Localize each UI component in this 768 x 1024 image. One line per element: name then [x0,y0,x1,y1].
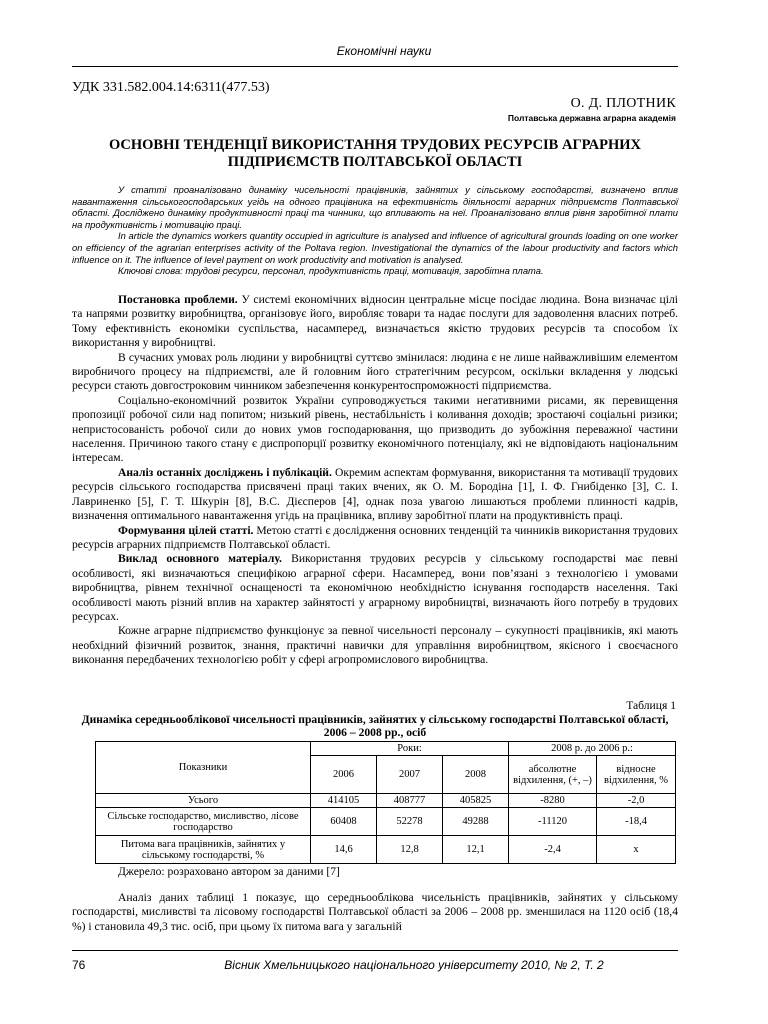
section-heading: Постановка проблеми. [118,293,238,306]
table-cell: 49288 [443,808,509,836]
table-cell: Сільське господарство, мисливство, лісове господарство [96,808,311,836]
section-heading: Виклад основного матеріалу. [118,552,282,566]
table-cell: 52278 [377,808,443,836]
abstract-en: In article the dynamics workers quantity occupied in agriculture is analysed and influence of agricultural grounds loading on one worker on efficiency of the agrarian enterprises activity of the Poltava region. Investigational the dynamics of the labour productivity and factors which influence on it. The influence of level payment on work productivity and motivation is analysed. [72,230,678,265]
table-header-cell: 2007 [377,756,443,794]
journal-footer: Вісник Хмельницького національного університету 2010, № 2, Т. 2 [224,958,604,972]
article-body-continued [72,891,678,934]
table-cell: -11120 [509,808,597,836]
paragraph [72,466,678,524]
abstract [72,184,678,277]
article-body [72,293,678,668]
table-row [96,794,676,808]
paragraph-text: У системі економічних відносин центральне місце посідає людина. Вона визначає цілі та напрями розвитку виробництва, організовує його, виробляє товари та надає послуги для задоволення власних потреб. Тому ефективність економіки суспільства, насамперед, визначається якістю трудових ресурсів та способом їх використання у виробництві. [72,293,678,350]
table-cell: -18,4 [597,808,676,836]
table-cell: х [597,836,676,864]
table-header-cell: відносне відхилення, % [597,756,676,794]
table-label: Таблиця 1 [626,699,676,712]
table-cell: 12,1 [443,836,509,864]
table-cell: 408777 [377,794,443,808]
paragraph-text: Метою статті є дослідження основних тенденцій та чинників використання трудових ресурсів аграрних підприємств Полтавської області. [72,523,678,551]
table-cell: 405825 [443,794,509,808]
article-title: ОСНОВНІ ТЕНДЕНЦІЇ ВИКОРИСТАННЯ ТРУДОВИХ РЕСУРСІВ АГРАРНИХ ПІДПРИЄМСТВ ПОЛТАВСЬКОЇ ОБЛАСТІ [108,137,642,170]
table-header-cell: 2006 [311,756,377,794]
paragraph-text: Використання трудових ресурсів у сільському господарстві має певні особливості, які визначаються специфікою аграрної сфери. Насамперед, вони пов’язані з технологією і умовами виробництва, рівнем технічної оснащеності та економічною необхідністю існування господарств населення. Такі особливості мають різний вплив на характер зайнятості у аграрному виробництві, визначають його потребу в трудових ресурсах. [72,552,679,623]
data-table [95,741,676,864]
section-heading: Аналіз останніх досліджень і публікацій. [118,465,332,479]
table-header-cell: Роки: [311,742,509,756]
running-header: Економічні науки [336,44,432,58]
author-name: О. Д. ПЛОТНИК [570,96,676,111]
table-cell: 12,8 [377,836,443,864]
keywords: Ключові слова: трудові ресурси, персонал, продуктивність праці, мотивація, заробітна плата. [118,265,544,277]
paragraph: Кожне аграрне підприємство функціонує за певної чисельності персоналу – сукупності працівників, які мають необхідний фізичний розвиток, знання, практичні навички для управління виробництвом, якісного і своєчасного виконання передбачених технологією робіт у сфері агропромислового виробництва. [72,624,678,667]
table-row [96,808,676,836]
page-number: 76 [72,958,86,972]
table-header-row [96,742,676,756]
table-cell: -2,4 [509,836,597,864]
author-affiliation: Полтавська державна аграрна академія [507,113,676,123]
paragraph: Аналіз даних таблиці 1 показує, що середньооблікова чисельність працівників, зайнятих у сільському господарстві, мисливстві та лісовому господарстві Полтавської області за 2006 – 2008 рр. зменшилася на 1120 осіб (18,4 %) і становила 49,3 тис. осіб, при цьому їх питома вага у загальній [72,891,678,933]
table-cell: 60408 [311,808,377,836]
table-cell: -2,0 [597,794,676,808]
table-cell: Питома вага працівників, зайнятих у сільському господарстві, % [96,836,311,864]
paragraph: Соціально-економічний розвиток України супроводжується такими негативними рисами, як перевищення пропозиції робочої сили над попитом; низький рівень, нестабільність і коливання доходів; зростаючі соціальні ризики; непристосованість робочої сили до нових умов господарювання, що призводить до зубожіння переважної частини населення. Причиною такого стану є диспропорції розвитку економічного потенціалу, які не відповідають національним інтересам. [72,393,678,465]
footer-rule [72,950,678,951]
table-cell: 14,6 [311,836,377,864]
table-header-cell: 2008 р. до 2006 р.: [509,742,676,756]
table-row [96,836,676,864]
paragraph [72,524,678,553]
table-cell: Усього [96,794,311,808]
table-header-cell: абсолютне відхилення, (+, –) [509,756,597,794]
table-cell: -8280 [509,794,597,808]
paragraph-text: Окремим аспектам формування, використання та мотивації трудових ресурсів сільського господарства присвячені праці таких вчених, як О. М. Бородіна [1], І. Ф. Гнибіденко [3], С. І. Лавриненко [5], Г. Т. Шкурін [8], В.С. Дієсперов [4], однак поза увагою лишаються проблеми плинності кадрів, визначення оптимального навантаження угідь на працівника, впливу заробітної плати на продуктивність праці. [72,465,679,523]
paragraph [72,293,678,351]
paragraph: В сучасних умовах роль людини у виробництві суттєво змінилася: людина є не лише найважливішим елементом виробничого процесу на підприємстві, але й головним його стратегічним ресурсом, оскільки вкладення у людські ресурси стають довгостроковим чинником забезпечення конкурентоспроможності підприємства. [72,350,678,393]
table-header-cell: 2008 [443,756,509,794]
section-heading: Формування цілей статті. [118,523,254,537]
header-rule [72,66,678,67]
paragraph [72,552,678,624]
table-cell: 414105 [311,794,377,808]
abstract-ua: У статті проаналізовано динаміку чисельності працівників, зайнятих у сільському господарстві, визначено вплив навантаження сільськогосподарських угідь на одного працівника на ефективність діяльності аграрних підприємств Полтавської області. Досліджено динаміку продуктивності праці та чинники, що впливають на неї. Проаналізовано вплив рівня заробітної плати на продуктивність і мотивацію праці. [72,184,678,230]
table-header-cell: Показники [96,742,311,794]
table-source: Джерело: розраховано автором за даними [7] [118,865,340,878]
table-title: Динаміка середньооблікової чисельності працівників, зайнятих у сільському господарстві Полтавської області, 2006 – 2008 рр., осіб [81,713,669,739]
udk-code: УДК 331.582.004.14:6311(477.53) [72,80,270,95]
